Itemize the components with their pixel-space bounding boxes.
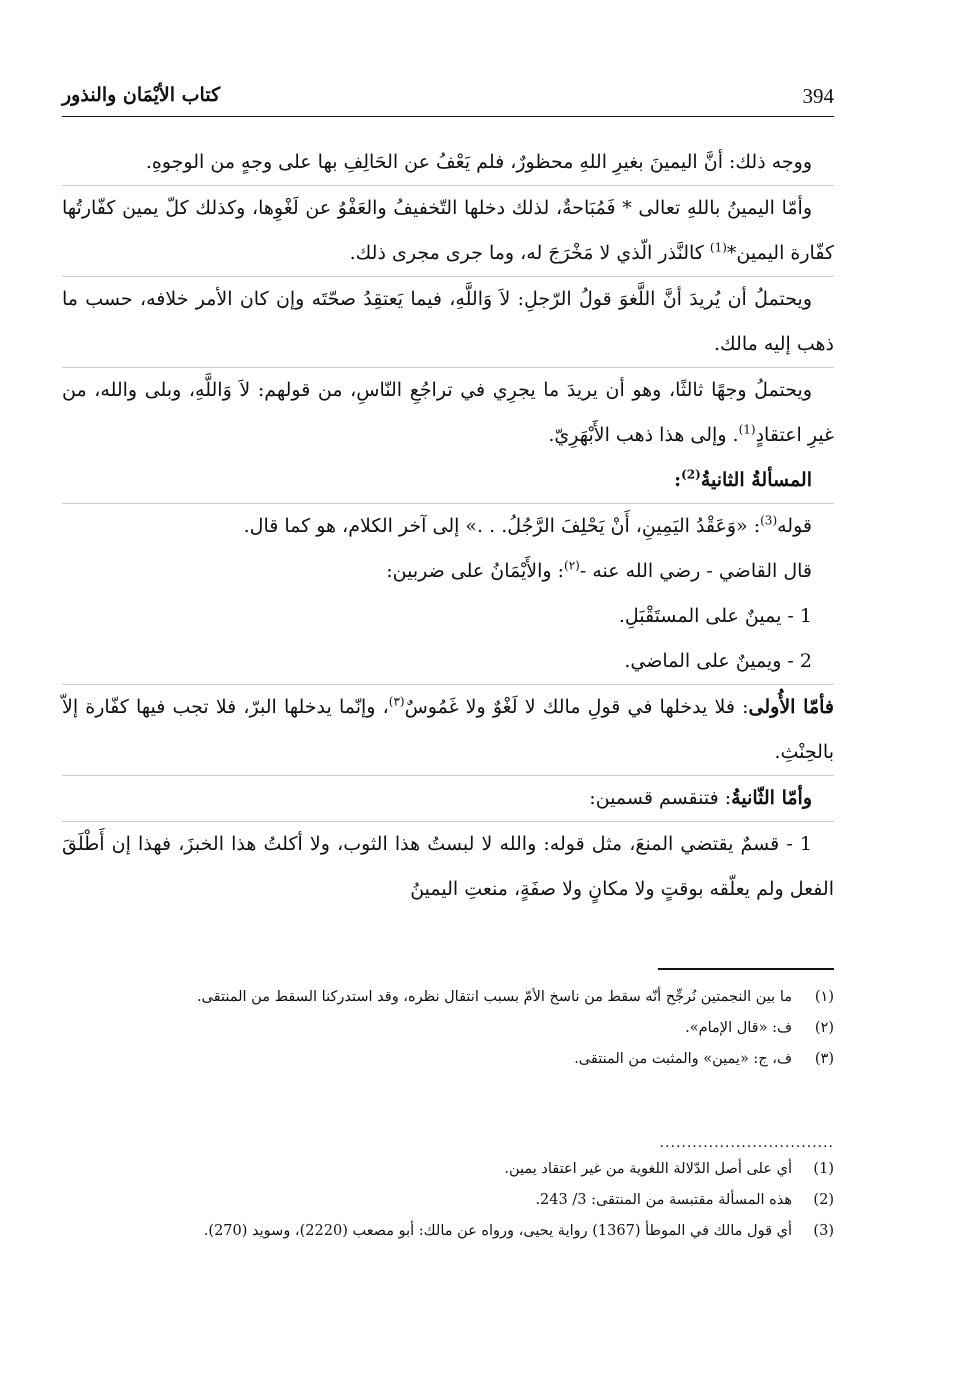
paragraph: وأمّا اليمينُ باللهِ تعالى * فَمُبَاحةٌ، لذلك دخلها التّخفيفُ والعَفْوُ عن لَغْوِها، وكذلك كلّ يمين كفّارتُها كفّارة اليمين*$^{(1)}$ كالنَّذر الّذي لا مَخْرَجَ له، وما جرى مجرى ذلك. <box>62 197 834 264</box>
footnote: (٣) ف، ج: «يمين» والمثبت من المنتقى. <box>574 1051 834 1067</box>
footnote-ref: (٣) <box>388 694 405 709</box>
footnote: (٢) ف: «قال الإمام». <box>685 1020 834 1036</box>
footnote-ref: (1) <box>709 240 727 255</box>
paragraph: قال القاضي - رضي الله عنه -$^{(٢)}$: والأَيْمَانُ على ضربين: <box>386 558 812 582</box>
paragraph: 1 - قسمٌ يقتضي المنعَ، مثل قوله: والله لا لبستُ هذا الثوب، ولا أكلتُ هذا الخبزَ، فهذا إن أَطْلَقَ الفعل ولم يعلّقه بوقتٍ ولا مكانٍ ولا صفَةٍ، منعتِ اليمينُ <box>62 833 834 900</box>
page-number: 394 <box>802 84 834 108</box>
footnote-ref: (٢) <box>564 558 580 573</box>
footnote: (١) ما بين النجمتين نُرجِّح أنّه سقط من ناسخ الأمّ بسبب انتقال نظره، وقد استدركنا السقط من المنتقى. <box>196 989 834 1005</box>
paragraph: ويحتملُ وجهًا ثالثًا، وهو أن يريدَ ما يجرِي في تراجُعِ النّاسِ، من قولهم: لاَ وَاللَّهِ، وبلى والله، من غيرِ اعتقادٍ$^{(1)}$. وإلى هذا ذهب الأَبْهَرِيّ. <box>62 379 834 446</box>
footnote-ref: (2) <box>681 467 701 482</box>
header-rule <box>62 116 834 117</box>
note-footnotes <box>62 1156 834 1249</box>
footnote: (3) أي قول مالك في الموطأ (1367) رواية يحيى، ورواه عن مالك: أبو مصعب (2220)، وسويد (270). <box>203 1223 834 1239</box>
page-header <box>62 84 834 114</box>
variant-footnotes <box>62 984 834 1077</box>
footnote-rule <box>658 968 834 970</box>
dotted-separator: ................................ <box>659 1135 834 1151</box>
paragraph: وأمّا الثّانيةُ: فتنقسم قسمين: <box>589 787 812 809</box>
section-heading: المسألةُ الثانيةُ$^{(2)}$: <box>674 467 812 491</box>
list-item: 2 - ويمينٌ على الماضي. <box>624 650 812 672</box>
paragraph: قوله$^{(3)}$: «وَعَقْدُ اليَمِينِ، أَنْ يَحْلِفَ الرَّجُلُ. . .» إلى آخر الكلام، هو كما قال. <box>243 513 812 537</box>
running-title: كتاب الأيْمَان والنذور <box>62 84 221 106</box>
footnote-ref: (1) <box>738 422 756 437</box>
footnote: (2) هذه المسألة مقتبسة من المنتقى: 3/ 243. <box>535 1192 834 1208</box>
main-text <box>62 140 834 912</box>
list-item: 1 - يمينٌ على المستَقْبَلِ. <box>618 605 812 627</box>
footnote-ref: (3) <box>760 513 778 528</box>
paragraph: ووجه ذلك: أنَّ اليمينَ بغيرِ اللهِ محظورٌ، فلم يَعْفُ عن الحَالِفِ بها على وجهٍ من الوجوهِ. <box>145 151 812 173</box>
paragraph: ويحتملُ أن يُريدَ أنَّ اللَّغوَ قولُ الرّجلِ: لاَ وَاللَّهِ، فيما يَعتقِدُ صحّتَه وإن كان الأمر خلافه، حسب ما ذهب إليه مالك. <box>62 288 834 355</box>
footnote: (1) أي على أصل الدّلالة اللغوية من غير اعتقاد يمين. <box>504 1161 834 1177</box>
paragraph: فأمّا الأُولى: فلا يدخلها في قولِ مالك لا لَغْوٌ ولا غَمُوسٌ$^{(٣)}$، وإنّما يدخلها البرّ، فلا تجب فيها كفّارة إلاّ بالحِنْثِ. <box>62 694 834 763</box>
